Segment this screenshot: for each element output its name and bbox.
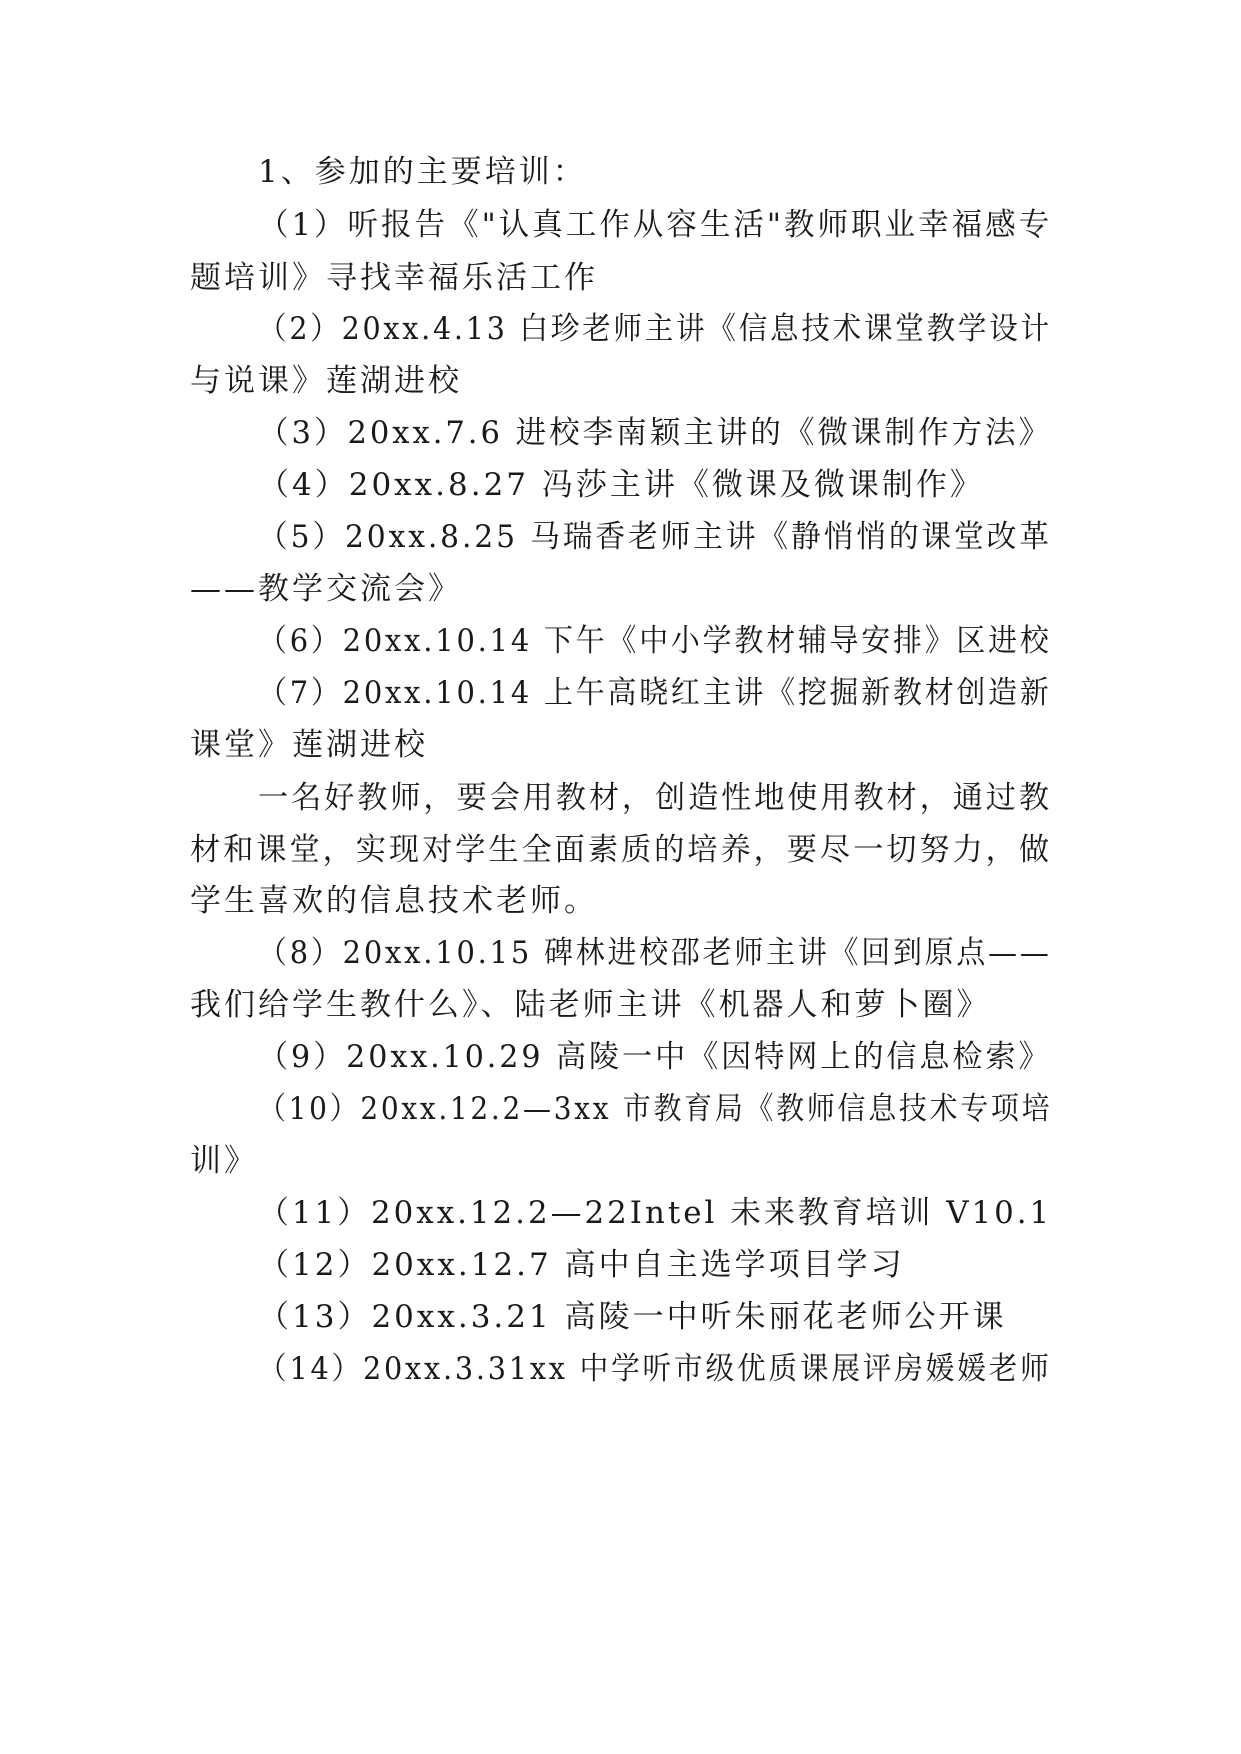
training-item-2-line-1: （2）20xx.4.13 白珍老师主讲《信息技术课堂教学设计	[258, 311, 1052, 347]
training-item-4: （4）20xx.8.27 冯莎主讲《微课及微课制作》	[258, 467, 984, 503]
training-item-7-line-2: 课堂》莲湖进校	[190, 727, 428, 763]
training-item-6: （6）20xx.10.14 下午《中小学教材辅导安排》区进校	[258, 623, 1052, 659]
training-item-8-line-1: （8）20xx.10.15 碑林进校邵老师主讲《回到原点——	[258, 935, 1052, 971]
training-item-10-line-2: 训》	[190, 1143, 258, 1179]
training-item-5-line-1: （5）20xx.8.25 马瑞香老师主讲《静悄悄的课堂改革	[258, 519, 1052, 555]
training-item-1-line-2: 题培训》寻找幸福乐活工作	[190, 260, 598, 296]
training-item-7-line-1: （7）20xx.10.14 上午高晓红主讲《挖掘新教材创造新	[258, 675, 1052, 711]
section-heading: 1、参加的主要培训：	[258, 154, 587, 190]
training-item-5-line-2: ——教学交流会》	[190, 571, 462, 607]
training-item-10-line-1: （10）20xx.12.2—3xx 市教育局《教师信息技术专项培	[258, 1091, 1053, 1127]
training-item-12: （12）20xx.12.7 高中自主选学项目学习	[258, 1247, 905, 1283]
training-item-8-line-2: 我们给学生教什么》、陆老师主讲《机器人和萝卜圈》	[190, 987, 991, 1023]
training-item-3: （3）20xx.7.6 进校李南颖主讲的《微课制作方法》	[258, 415, 1053, 451]
training-item-9: （9）20xx.10.29 高陵一中《因特网上的信息检索》	[258, 1039, 1052, 1075]
training-item-1-line-1: （1）听报告《"认真工作从容生活"教师职业幸福感专	[258, 207, 1053, 243]
reflection-paragraph-line-3: 学生喜欢的信息技术老师。	[190, 883, 598, 919]
reflection-paragraph-line-1: 一名好教师，要会用教材，创造性地使用教材，通过教	[258, 780, 1052, 816]
training-item-14: （14）20xx.3.31xx 中学听市级优质课展评房媛媛老师	[258, 1351, 1052, 1387]
training-item-13: （13）20xx.3.21 高陵一中听朱丽花老师公开课	[258, 1299, 1007, 1335]
reflection-paragraph-line-2: 材和课堂，实现对学生全面素质的培养，要尽一切努力，做	[190, 832, 1052, 868]
training-item-11: （11）20xx.12.2—22Intel 未来教育培训 V10.1	[258, 1195, 1053, 1231]
training-item-2-line-2: 与说课》莲湖进校	[190, 363, 462, 399]
